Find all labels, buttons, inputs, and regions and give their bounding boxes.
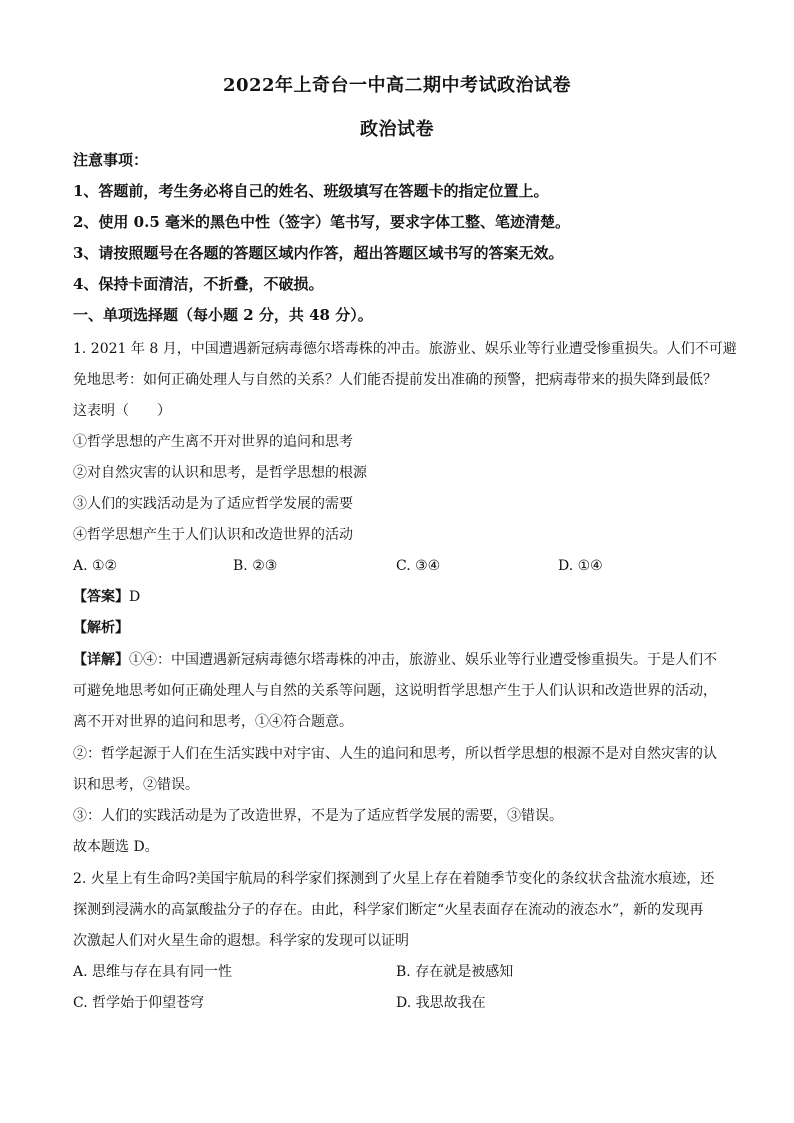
notes-heading: 注意事项：: [73, 151, 149, 169]
q2-option-a: A. 思维与存在具有同一性: [73, 964, 233, 980]
note-item-1: 1、答题前，考生务必将自己的姓名、班级填写在答题卡的指定位置上。: [73, 182, 549, 200]
q1-stem-line-3: 这表明（ ）: [73, 403, 171, 419]
q1-detail-line-6: ③：人们的实践活动是为了改造世界，不是为了适应哲学发展的需要，③错误。: [73, 808, 563, 824]
q1-option-a: A. ①②: [73, 558, 118, 574]
exam-title: 2022年上奇台一中高二期中考试政治试卷: [222, 75, 572, 96]
exam-subtitle: 政治试卷: [360, 119, 434, 140]
q1-statement-1: ①哲学思想的产生离不开对世界的追问和思考: [73, 434, 353, 450]
q1-stem-line-1: 1. 2021 年 8 月，中国遭遇新冠病毒德尔塔毒株的冲击。旅游业、娱乐业等行业遭受惨重损失。人们不可避: [73, 341, 737, 357]
q1-option-c: C. ③④: [396, 558, 441, 574]
q2-stem-line-3: 次激起人们对火星生命的遐想。科学家的发现可以证明: [73, 933, 409, 949]
q1-statement-2: ②对自然灾害的认识和思考，是哲学思想的根源: [73, 465, 367, 481]
q1-detail-line-7: 故本题选 D。: [73, 839, 159, 855]
q2-option-d: D. 我思故我在: [396, 995, 486, 1011]
q2-stem-line-2: 探测到浸满水的高氯酸盐分子的存在。由此，科学家们断定“火星表面存在流动的液态水”，新的发现再: [73, 902, 704, 918]
note-item-2: 2、使用 0.5 毫米的黑色中性（签字）笔书写，要求字体工整、笔迹清楚。: [73, 213, 570, 231]
q2-option-c: C. 哲学始于仰望苍穹: [73, 995, 205, 1011]
analysis-label: 【解析】: [73, 620, 129, 636]
answer-label: 【答案】: [73, 589, 129, 605]
q1-detail-line-4: ②：哲学起源于人们在生活实践中对宇宙、人生的追问和思考，所以哲学思想的根源不是对自然灾害的认: [73, 746, 717, 762]
q1-statement-3: ③人们的实践活动是为了适应哲学发展的需要: [73, 496, 353, 512]
q2-stem-line-1: 2. 火星上有生命吗?美国宇航局的科学家们探测到了火星上存在着随季节变化的条纹状含盐流水痕迹，还: [73, 871, 715, 887]
q2-option-b: B. 存在就是被感知: [396, 964, 514, 980]
note-item-4: 4、保持卡面清洁，不折叠，不破损。: [73, 275, 324, 293]
q1-detail-line-2: 可避免地思考如何正确处理人与自然的关系等问题，这说明哲学思想产生于人们认识和改造世界的活动，: [73, 683, 717, 699]
detail-text-1: ①④：中国遭遇新冠病毒德尔塔毒株的冲击，旅游业、娱乐业等行业遭受惨重损失。于是人们不: [129, 652, 717, 668]
detail-label: 【详解】: [73, 652, 129, 668]
q1-stem-line-2: 免地思考：如何正确处理人与自然的关系？人们能否提前发出准确的预警，把病毒带来的损失降到最低？: [73, 372, 717, 388]
q1-option-b: B. ②③: [233, 558, 278, 574]
q1-option-d: D. ①④: [558, 558, 603, 574]
q1-statement-4: ④哲学思想产生于人们认识和改造世界的活动: [73, 527, 353, 543]
q1-answer: [73, 588, 733, 606]
q1-detail-line-5: 识和思考，②错误。: [73, 777, 199, 793]
q1-detail-line-3: 离不开对世界的追问和思考，①④符合题意。: [73, 714, 353, 730]
section-heading: 一、单项选择题（每小题 2 分，共 48 分）。: [73, 306, 373, 324]
answer-value: D: [129, 589, 141, 605]
q1-detail-line-1: [73, 651, 733, 669]
note-item-3: 3、请按照题号在各题的答题区域内作答，超出答题区域书写的答案无效。: [73, 244, 564, 262]
